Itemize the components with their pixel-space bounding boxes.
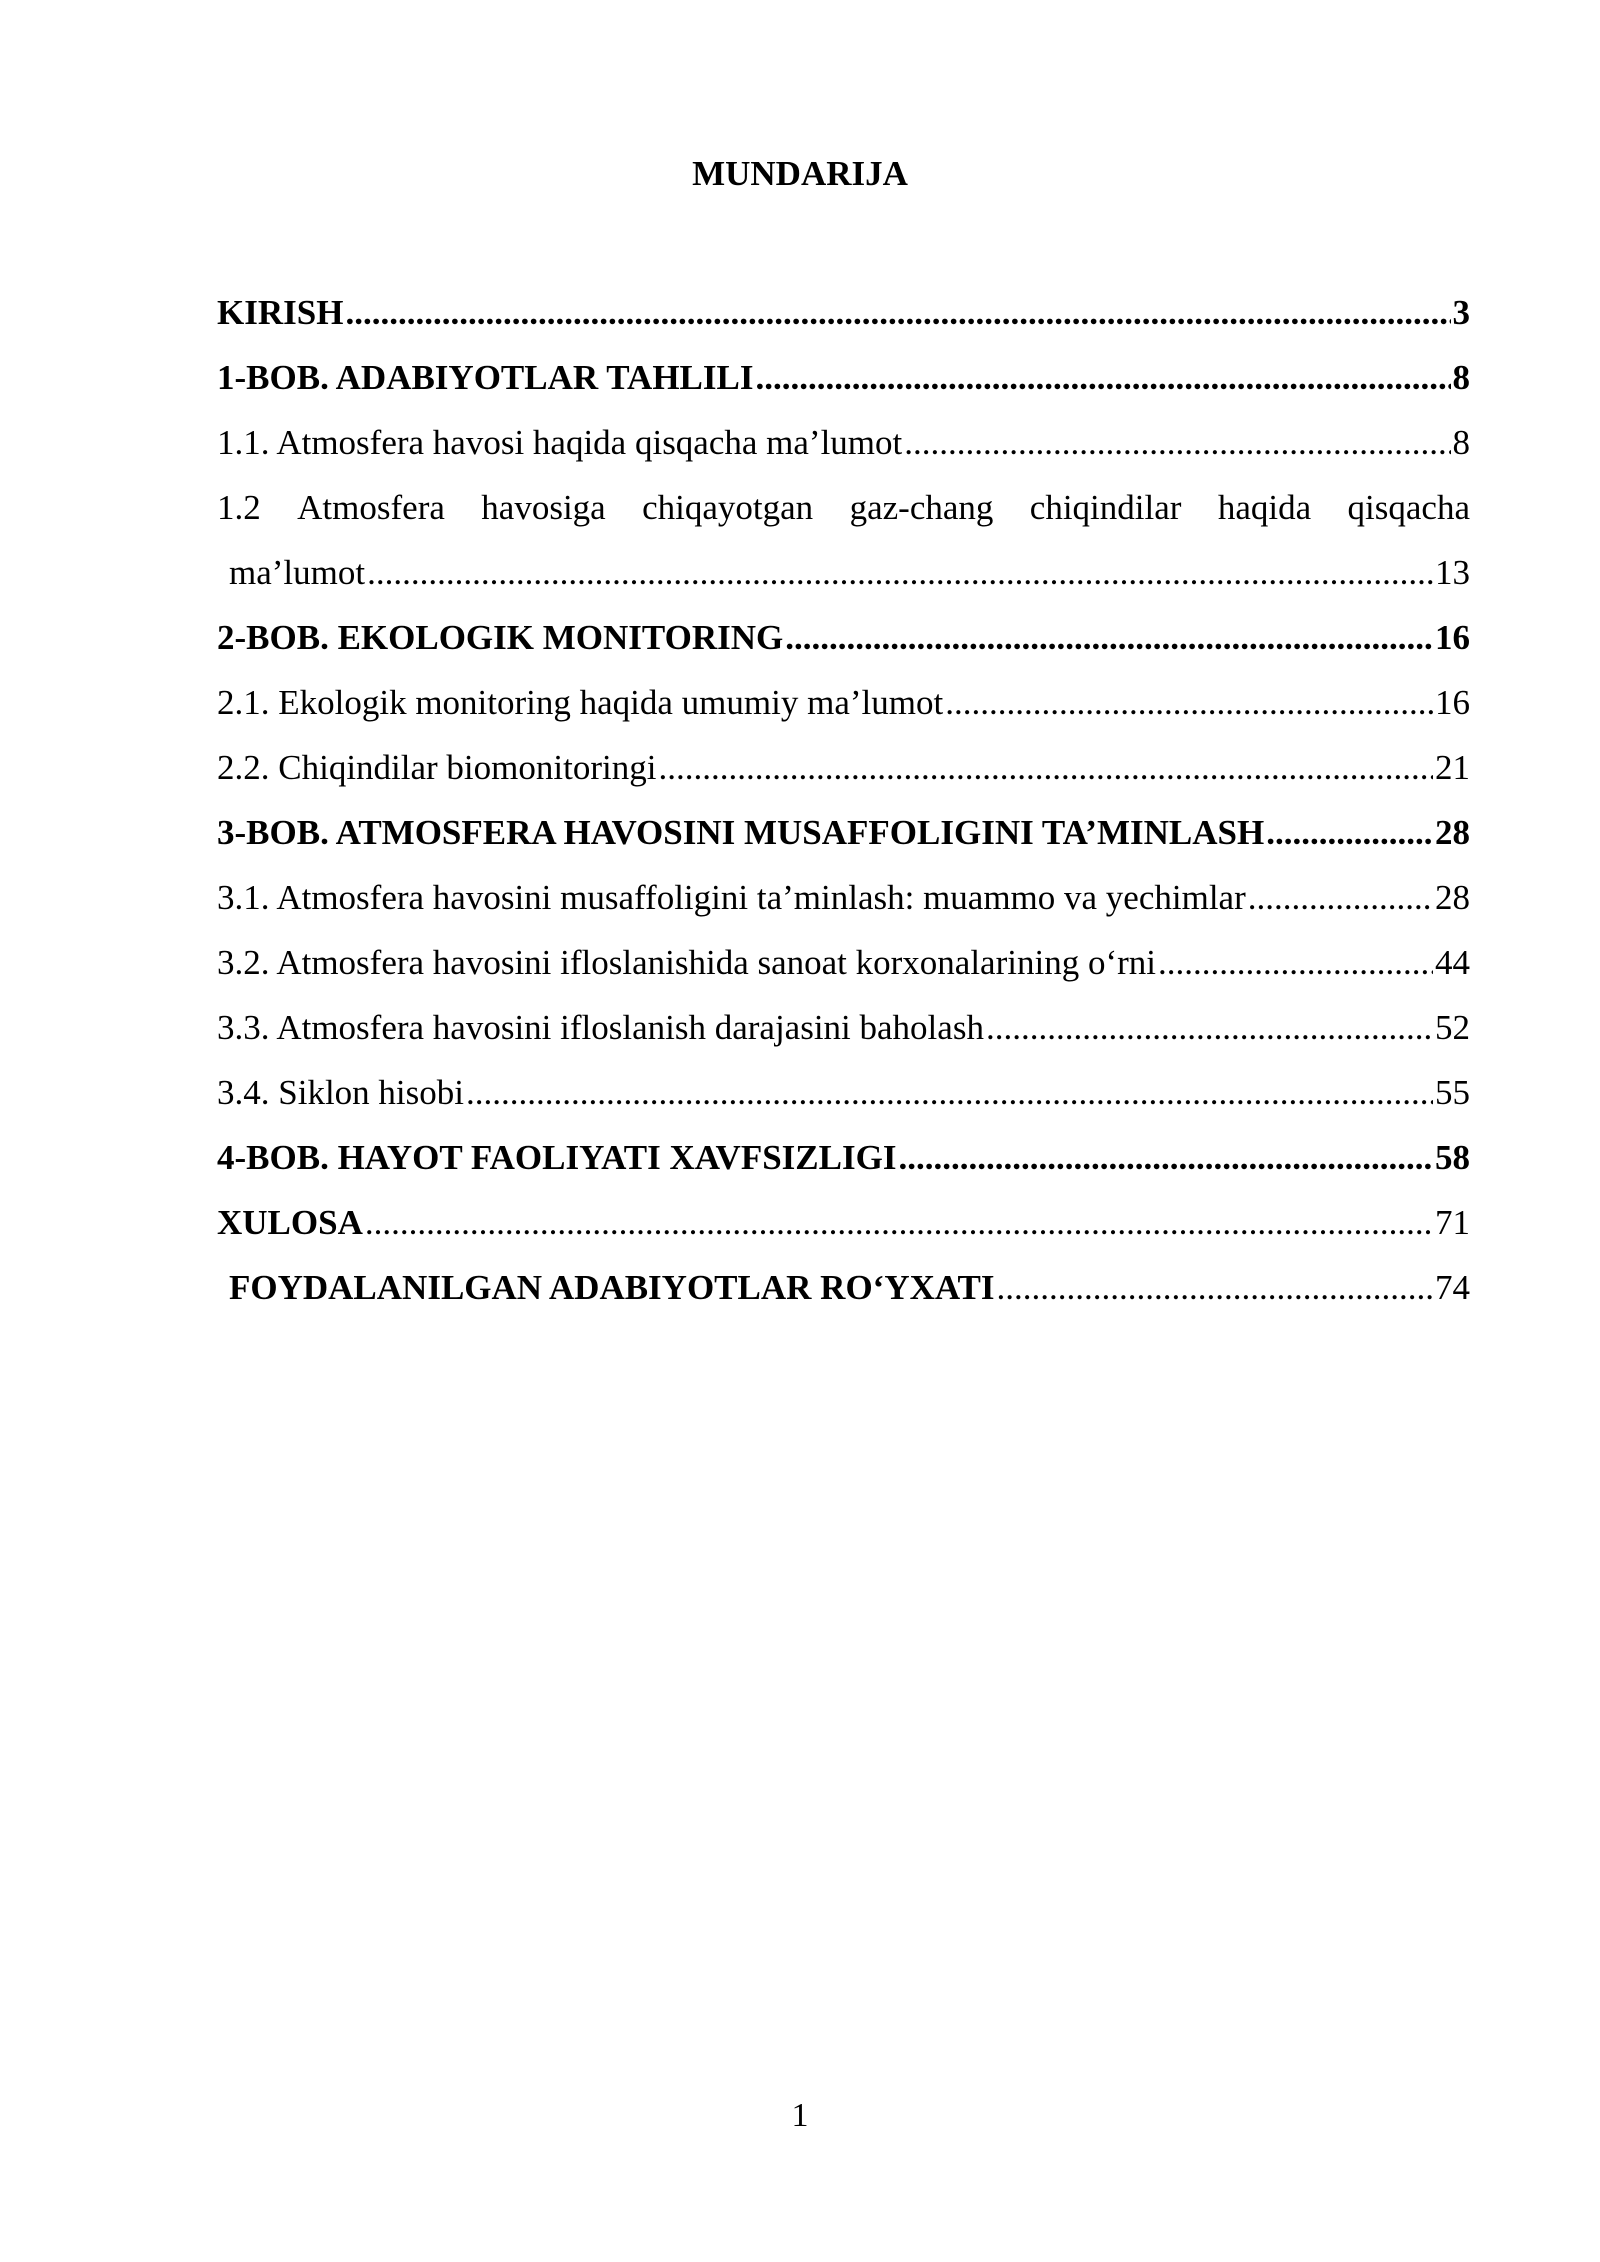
toc-dot-leader [466, 1060, 1433, 1125]
toc-entry-section-2-2[interactable] [217, 735, 1470, 800]
toc-page-number: 28 [1435, 878, 1470, 917]
toc-word: chiqayotgan [642, 488, 814, 527]
toc-entry-section-3-3[interactable] [217, 995, 1470, 1060]
toc-page-number: 55 [1435, 1073, 1470, 1112]
toc-dot-leader [367, 540, 1433, 605]
toc-entry-text: 3.1. Atmosfera havosini musaffoligini ta’minlash: muammo va yechimlar [217, 878, 1246, 917]
toc-entry-text: 2-BOB. EKOLOGIK MONITORING [217, 618, 784, 657]
toc-word: 1.2 [217, 488, 261, 527]
toc-word: havosiga [481, 488, 606, 527]
toc-word: gaz-chang [849, 488, 994, 527]
toc-entry-text: 2.1. Ekologik monitoring haqida umumiy ma’lumot [217, 683, 944, 722]
toc-page-number: 13 [1435, 553, 1470, 592]
toc-dot-leader [365, 1190, 1433, 1255]
toc-entry-text: XULOSA [217, 1203, 363, 1242]
toc-dot-leader [945, 670, 1433, 735]
toc-entry-kirish[interactable] [217, 280, 1470, 345]
toc-entry-text: 3.4. Siklon hisobi [217, 1073, 464, 1112]
toc-word: qisqacha [1347, 488, 1470, 527]
toc-entry-section-1-2-line-1[interactable] [217, 475, 1470, 540]
toc-entry-text: FOYDALANILGAN ADABIYOTLAR RO‘YXATI [229, 1268, 995, 1307]
toc-entry-text: 3-BOB. ATMOSFERA HAVOSINI MUSAFFOLIGINI TA’MINLASH [217, 813, 1265, 852]
toc-page-number: 8 [1452, 358, 1470, 397]
toc-entry-section-3-2[interactable] [217, 930, 1470, 995]
toc-entry-chapter-2[interactable] [217, 605, 1470, 670]
page-title: MUNDARIJA [692, 154, 908, 193]
toc-page-number: 74 [1435, 1268, 1470, 1307]
toc-entry-text: 1.1. Atmosfera havosi haqida qisqacha ma’lumot [217, 423, 903, 462]
toc-word: chiqindilar [1029, 488, 1182, 527]
toc-entry-section-3-4[interactable] [217, 1060, 1470, 1125]
toc-dot-leader [997, 1255, 1433, 1320]
toc-entry-text: 3.3. Atmosfera havosini ifloslanish darajasini baholash [217, 1008, 984, 1047]
toc-page-number: 28 [1435, 813, 1470, 852]
toc-entry-xulosa[interactable] [217, 1190, 1470, 1255]
toc-page-number: 3 [1452, 293, 1470, 332]
toc-page-number: 8 [1452, 423, 1470, 462]
toc-page-number: 71 [1435, 1203, 1470, 1242]
toc-page-number: 52 [1435, 1008, 1470, 1047]
toc-word: Atmosfera [297, 488, 445, 527]
toc-entry-text: ma’lumot [229, 553, 366, 592]
toc-entry-section-3-1[interactable] [217, 865, 1470, 930]
toc-entry-references[interactable] [217, 1255, 1470, 1320]
table-of-contents [217, 280, 1470, 1320]
toc-page-number: 16 [1435, 618, 1470, 657]
toc-dot-leader [345, 280, 1450, 345]
toc-dot-leader [658, 735, 1433, 800]
toc-entry-text: 2.2. Chiqindilar biomonitoringi [217, 748, 657, 787]
toc-dot-leader [785, 605, 1433, 670]
toc-page-number: 44 [1435, 943, 1470, 982]
toc-entry-section-1-2-line-2[interactable] [217, 540, 1470, 605]
toc-entry-chapter-1[interactable] [217, 345, 1470, 410]
toc-entry-chapter-4[interactable] [217, 1125, 1470, 1190]
toc-dot-leader [898, 1125, 1433, 1190]
toc-entry-chapter-3[interactable] [217, 800, 1470, 865]
toc-dot-leader [1248, 865, 1433, 930]
toc-page-number: 58 [1435, 1138, 1470, 1177]
toc-entry-text: KIRISH [217, 293, 344, 332]
toc-entry-section-2-1[interactable] [217, 670, 1470, 735]
toc-dot-leader [986, 995, 1433, 1060]
page-number: 1 [791, 2097, 809, 2134]
toc-entry-text: 3.2. Atmosfera havosini ifloslanishida sanoat korxonalarining o‘rni [217, 943, 1156, 982]
toc-page-number: 16 [1435, 683, 1470, 722]
toc-entry-text: 4-BOB. HAYOT FAOLIYATI XAVFSIZLIGI [217, 1138, 897, 1177]
toc-word: haqida [1217, 488, 1312, 527]
toc-dot-leader [904, 410, 1450, 475]
toc-dot-leader [1158, 930, 1433, 995]
toc-dot-leader [755, 345, 1450, 410]
toc-dot-leader [1266, 800, 1433, 865]
toc-entry-section-1-1[interactable] [217, 410, 1470, 475]
toc-entry-text: 1-BOB. ADABIYOTLAR TAHLILI [217, 358, 754, 397]
toc-page-number: 21 [1435, 748, 1470, 787]
